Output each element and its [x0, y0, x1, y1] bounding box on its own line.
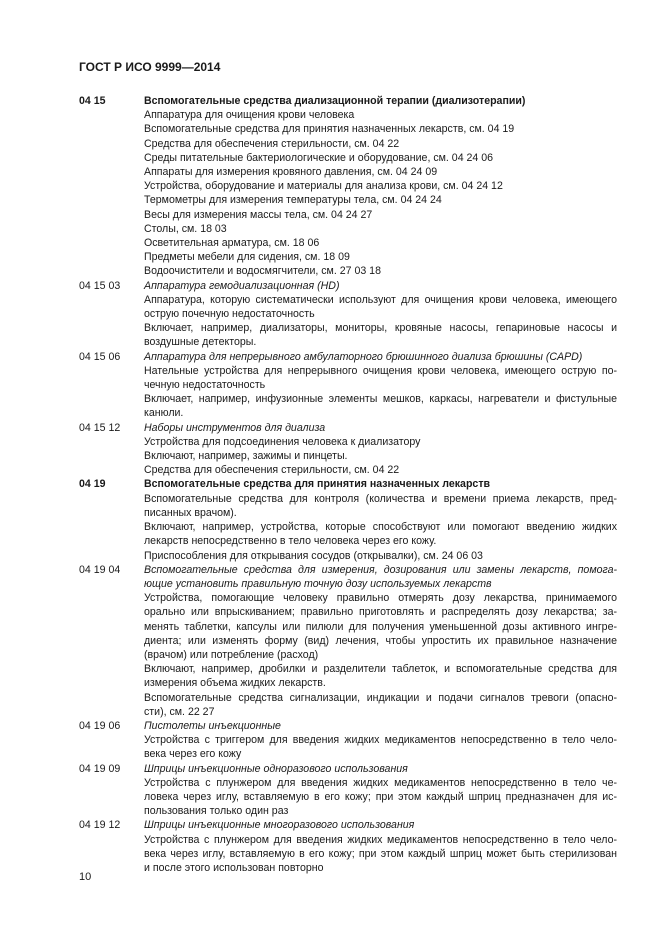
entry-code: 04 15 12: [79, 421, 121, 434]
entry-text-line: измерения объема жидких лекарств.: [144, 677, 326, 690]
entry-text-line: Включает, например, инфузионные элементы мешков, каркасы, нагреватели и фистульные: [144, 393, 617, 406]
entry-text-line: сти), см. 22 27: [144, 705, 215, 718]
entry-text-line: Столы, см. 18 03: [144, 222, 227, 235]
entry-title: Шприцы инъекционные одноразового использования: [144, 762, 408, 775]
entry-text-line: Вспомогательные средства для принятия назначенных лекарств, см. 04 19: [144, 123, 515, 136]
entry-text-line: века через его кожу: [144, 748, 242, 761]
entry-text-line: острую почечную недостаточность: [144, 308, 315, 321]
entry-text-line: канюли.: [144, 407, 184, 420]
entry-text-line: (врачом) или потребление (расход): [144, 648, 319, 661]
entry-code: 04 15 06: [79, 350, 121, 363]
entry-body: [144, 279, 617, 350]
entry-text-line: пользования только один раз: [144, 805, 289, 818]
entry-text-line: Устройства с триггером для введения жидких медикаментов непосредственно в тело чело-: [144, 734, 617, 747]
entry-text-line: Водоочистители и водосмягчители, см. 27 03 18: [144, 265, 381, 278]
entry-text-line: Осветительная арматура, см. 18 06: [144, 237, 320, 250]
entry-text-line: Весы для измерения массы тела, см. 04 24 27: [144, 208, 373, 221]
entry-title: Пистолеты инъекционные: [144, 719, 281, 732]
entry-text-line: Аппаратура для очищения крови человека: [144, 109, 355, 122]
page-number: 10: [79, 871, 92, 883]
entry-text-line: Вспомогательные средства сигнализации, индикации и подачи сигналов тревоги (опасно-: [144, 691, 617, 704]
entry-body: [144, 818, 617, 875]
classification-list: [79, 94, 617, 875]
classification-entry: [79, 563, 617, 719]
entry-body: [144, 477, 617, 562]
classification-entry: [79, 477, 617, 562]
section-title: Вспомогательные средства для принятия назначенных лекарств: [144, 478, 491, 491]
entry-title: Наборы инструментов для диализа: [144, 421, 326, 434]
classification-entry: [79, 279, 617, 350]
entry-body: [144, 719, 617, 762]
entry-code: 04 15 03: [79, 279, 121, 292]
entry-body: [144, 421, 617, 478]
entry-text-line: и после этого использован повторно: [144, 861, 324, 874]
entry-text-line: Среды питательные бактериологические и оборудование, см. 04 24 06: [144, 151, 494, 164]
entry-text-line: Включают, например, устройства, которые способствуют или помогают введению жидких: [144, 521, 617, 534]
entry-text-line: лекарств непосредственно в тело человека через его кожу.: [144, 535, 437, 548]
section-title: Вспомогательные средства диализационной терапии (диализотерапии): [144, 95, 526, 107]
entry-text-line: Устройства, помогающие человеку правильно отмерять дозу лекарства, принимаемого: [144, 592, 617, 605]
entry-code: 04 15: [79, 95, 106, 107]
entry-title: Шприцы инъекционные многоразового использования: [144, 819, 415, 832]
entry-text-line: Устройства с плунжером для введения жидких медикаментов непосредственно в тело чело-: [144, 833, 617, 846]
entry-text-line: Приспособления для открывания сосудов (открывалки), см. 24 06 03: [144, 549, 483, 562]
entry-code: 04 19: [79, 478, 106, 491]
entry-text-line: Вспомогательные средства для контроля (количества и времени приема лекарств, пред-: [144, 492, 617, 505]
entry-text-line: Термометры для измерения температуры тела, см. 04 24 24: [144, 194, 442, 207]
entry-body: [144, 762, 617, 819]
entry-text-line: чечную недостаточность: [144, 379, 266, 392]
entry-text-line: Включают, например, дробилки и разделители таблеток, и вспомогательные средства для: [144, 663, 617, 676]
entry-text-line: диента; или изменять форму (вид) лечения, чтобы упростить их правильное назначение: [144, 634, 617, 647]
entry-text-line: Средства для обеспечения стерильности, см. 04 22: [144, 464, 400, 477]
entry-text-line: Аппаратура, которую систематически используют для очищения крови человека, имеющего: [144, 293, 617, 306]
entry-text-line: ловека через иглу, вставляемую в его кожу; при этом каждый шприц предназначен для ис-: [144, 790, 617, 803]
document-header: ГОСТ Р ИСО 9999—2014: [79, 60, 221, 74]
entry-text-line: Аппараты для измерения кровяного давления, см. 04 24 09: [144, 166, 438, 179]
entry-text-line: Включают, например, зажимы и пинцеты.: [144, 450, 348, 463]
entry-body: [144, 94, 617, 279]
entry-text-line: воздушные детекторы.: [144, 336, 257, 349]
entry-text-line: Нательные устройства для непрерывного очищения крови человека, имеющего острую по-: [144, 364, 617, 377]
entry-title: Вспомогательные средства для измерения, дозирования или замены лекарств, помога-: [144, 563, 617, 576]
classification-entry: [79, 421, 617, 478]
entry-text-line: писанных врачом).: [144, 506, 237, 519]
classification-entry: [79, 719, 617, 762]
entry-title: Аппаратура для непрерывного амбулаторного брюшинного диализа брюшины (CAPD): [144, 350, 583, 363]
entry-body: [144, 350, 617, 421]
entry-code: 04 19 09: [79, 762, 121, 775]
entry-text-line: Устройства, оборудование и материалы для анализа крови, см. 04 24 12: [144, 180, 503, 193]
classification-entry: [79, 818, 617, 875]
entry-title: ющие установить правильную точную дозу используемых лекарств: [144, 577, 492, 590]
entry-code: 04 19 06: [79, 719, 121, 732]
entry-text-line: Устройства для подсоединения человека к диализатору: [144, 435, 421, 448]
entry-title: Аппаратура гемодиализационная (HD): [144, 279, 340, 292]
entry-text-line: Устройства с плунжером для введения жидких медикаментов непосредственно в тело че-: [144, 776, 617, 789]
entry-code: 04 19 04: [79, 563, 121, 576]
classification-entry: [79, 94, 617, 279]
classification-entry: [79, 350, 617, 421]
entry-text-line: менять таблетки, капсулы или пилюли для получения уменьшенной дозы активного ингре-: [144, 620, 617, 633]
classification-entry: [79, 762, 617, 819]
entry-text-line: Средства для обеспечения стерильности, см. 04 22: [144, 137, 400, 150]
entry-text-line: Включает, например, диализаторы, мониторы, кровяные насосы, гепариновые насосы и: [144, 322, 617, 335]
entry-text-line: века через иглу, вставляемую в его кожу; при этом каждый шприц может быть стерилизован: [144, 847, 617, 860]
entry-text-line: орально или впрыскиванием; правильно приготовлять и распределять дозу лекарства; за-: [144, 606, 617, 619]
entry-text-line: Предметы мебели для сидения, см. 18 09: [144, 251, 350, 264]
entry-code: 04 19 12: [79, 819, 121, 832]
entry-body: [144, 563, 617, 719]
